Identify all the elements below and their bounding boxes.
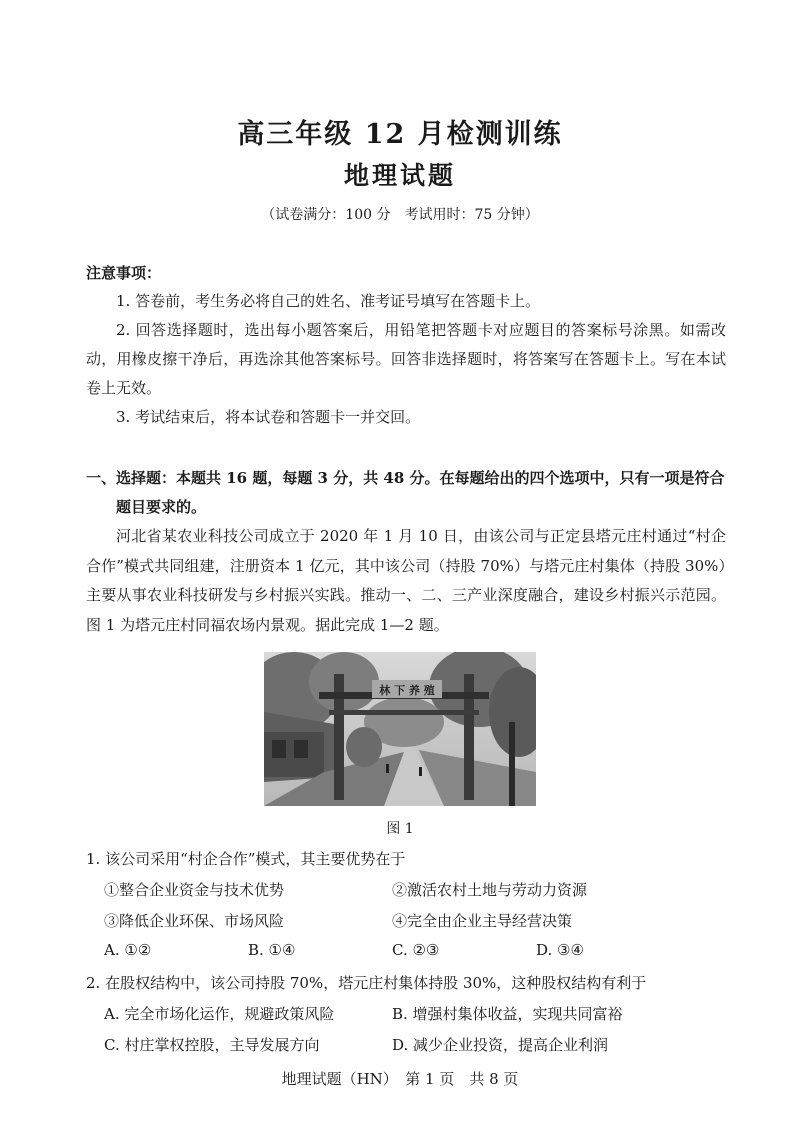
statement-3: ③降低企业环保、市场风险 [104,912,285,930]
statement-1: ①整合企业资金与技术优势 [104,881,285,899]
note-item: 1. 答卷前，考生务必将自己的姓名、准考证号填写在答题卡上。 [116,292,541,310]
statement-4: ④完全由企业主导经营决策 [392,912,573,930]
statement-2: ②激活农村土地与劳动力资源 [392,881,588,899]
gate-sign-text: 林 下 养 殖 [379,684,435,697]
question-intro: 河北省某农业科技公司成立于 2020 年 1 月 10 日，由该公司与正定县塔元庄村通过“村企合作”模式共同组建，注册资本 1 亿元，其中该公司（持股 70%）与塔元庄村集体（持股 30%）主要从事农业科技研发与乡村振兴实践。推动一、二、三产业深度融合，建设乡村振兴示范园。图 1 为塔元庄村同福农场内景观。据此完成 1—2 题。 [86,527,726,634]
page-footer: 地理试题（HN） 第 1 页 共 8 页 [281,1070,519,1088]
exam-info: （试卷满分：100 分 考试用时：75 分钟） [261,207,539,223]
option-b: B. ①④ [248,941,296,959]
question-1-stem: 1. 该公司采用“村企合作”模式，其主要优势在于 [86,850,406,868]
figure-caption: 图 1 [386,821,414,837]
note-item: 2. 回答选择题时，选出每小题答案后，用铅笔把答题卡对应题目的答案标号涂黑。如需改动，用橡皮擦干净后，再选涂其他答案标号。回答非选择题时，将答案写在答题卡上。写在本试卷上无效。 [86,321,726,397]
question-2-stem: 2. 在股权结构中，该公司持股 70%，塔元庄村集体持股 30%，这种股权结构有利于 [86,974,647,992]
farm-gate-image [264,652,536,806]
option-c: C. ②③ [392,941,440,959]
note-item: 3. 考试结束后，将本试卷和答题卡一并交回。 [116,408,421,426]
section-heading: 一、选择题：本题共 16 题，每题 3 分，共 48 分。在每题给出的四个选项中，只有一项是符合题目要求的。 [86,469,725,516]
option-b: B. 增强村集体收益，实现共同富裕 [392,1005,623,1023]
subject-title: 地理试题 [343,161,456,190]
option-d: D. 减少企业投资，提高企业利润 [392,1036,609,1054]
farm-photo [264,652,536,806]
option-c: C. 村庄掌权控股，主导发展方向 [104,1036,320,1054]
option-a: A. ①② [104,941,152,959]
option-a: A. 完全市场化运作，规避政策风险 [104,1005,335,1023]
exam-title: 高三年级 12 月检测训练 [237,119,563,150]
option-d: D. ③④ [536,941,584,959]
notes-heading: 注意事项： [86,264,162,282]
